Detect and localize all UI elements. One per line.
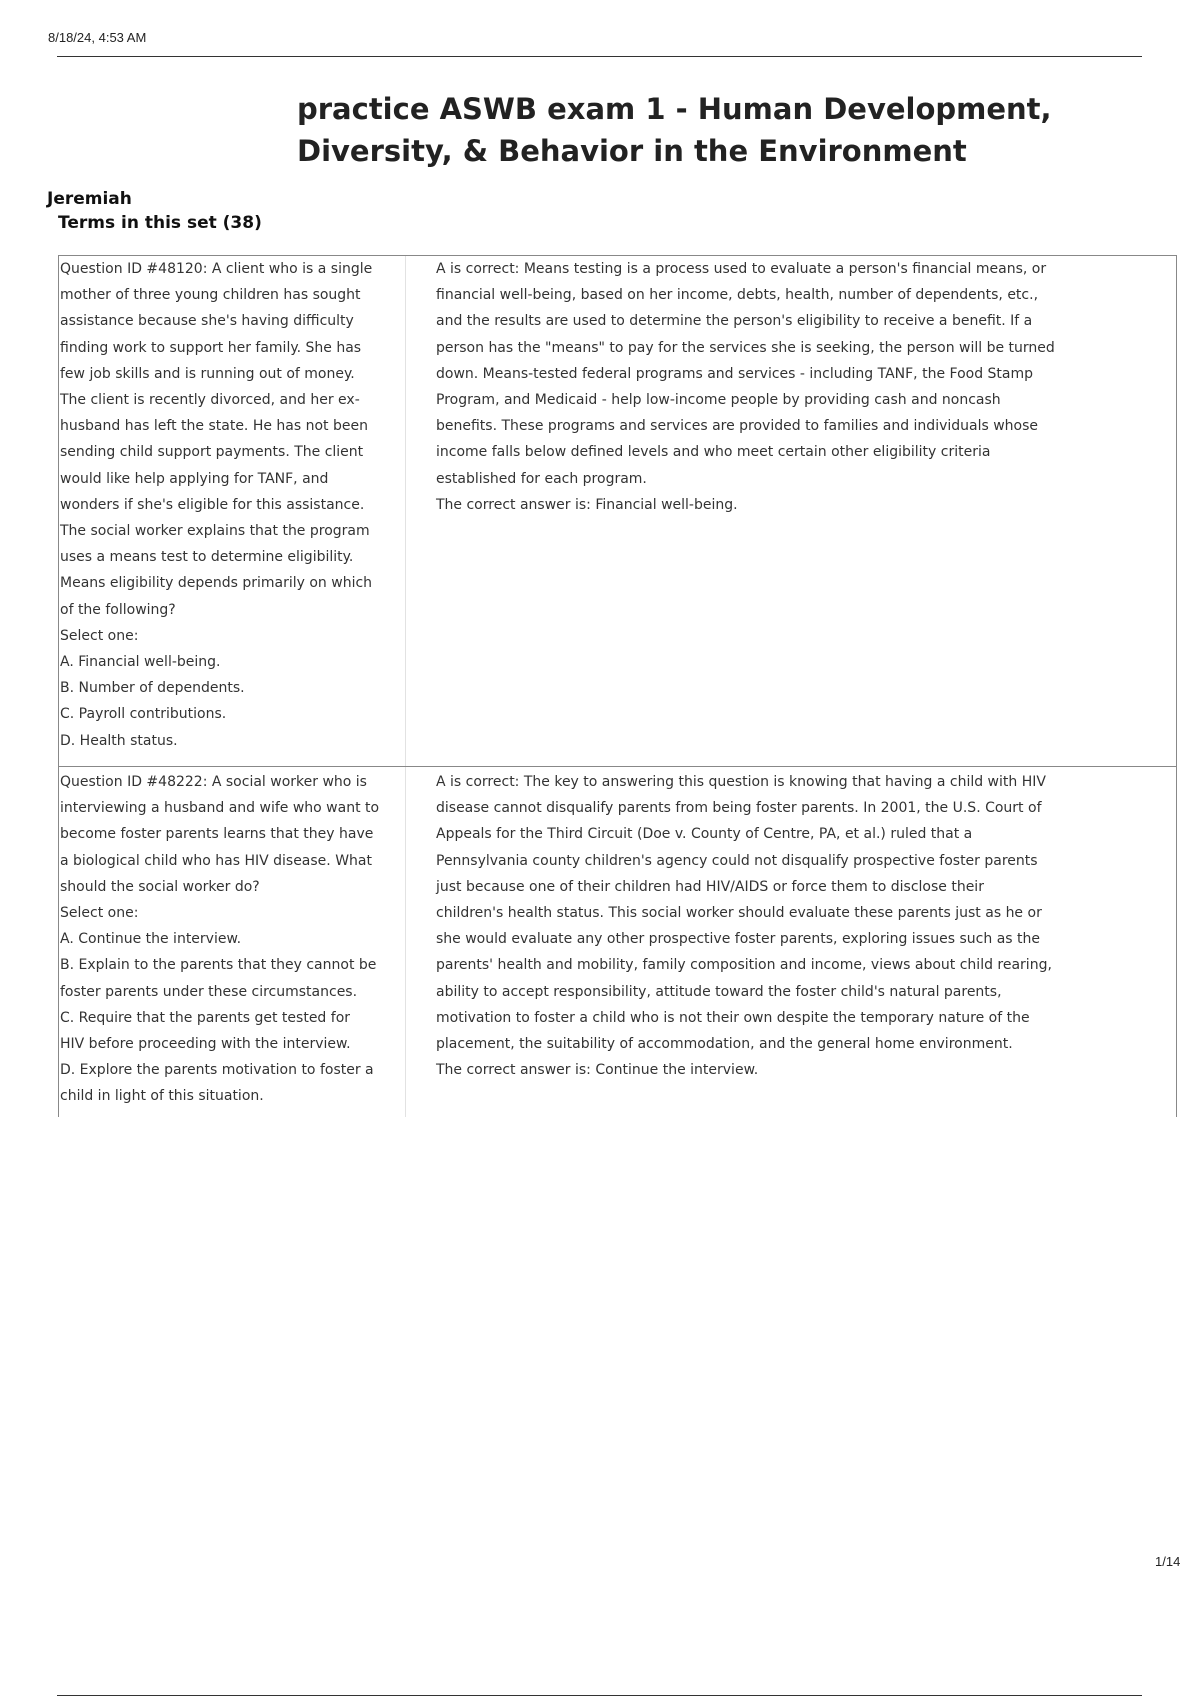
answer-line: Appeals for the Third Circuit (Doe v. County of Centre, PA, et al.) ruled that a: [436, 826, 973, 843]
answer-line: she would evaluate any other prospective foster parents, exploring issues such as the: [436, 931, 1040, 948]
question-line: C. Require that the parents get tested for: [60, 1009, 351, 1026]
answer-line: financial well-being, based on her income, debts, health, number of dependents, etc.,: [436, 287, 1039, 304]
term-row: [59, 767, 1176, 1117]
term-question: [59, 256, 406, 766]
question-line: The client is recently divorced, and her ex-: [60, 392, 360, 409]
answer-line: parents' health and mobility, family composition and income, views about child rearing,: [436, 957, 1052, 974]
print-timestamp: 8/18/24, 4:53 AM: [48, 30, 147, 45]
question-line: a biological child who has HIV disease. What: [60, 852, 372, 869]
question-line: Select one:: [60, 905, 139, 922]
question-line: B. Number of dependents.: [60, 680, 245, 697]
question-line: child in light of this situation.: [60, 1088, 264, 1105]
answer-line: motivation to foster a child who is not their own despite the temporary nature of the: [436, 1009, 1030, 1026]
answer-line: Program, and Medicaid - help low-income people by providing cash and noncash: [436, 392, 1001, 409]
question-line: Means eligibility depends primarily on which: [60, 575, 373, 592]
term-question: [59, 767, 406, 1117]
footer-divider: [57, 1695, 1142, 1696]
question-line: D. Explore the parents motivation to foster a: [60, 1062, 374, 1079]
answer-line: income falls below defined levels and who meet certain other eligibility criteria: [436, 444, 991, 461]
question-line: finding work to support her family. She has: [60, 339, 362, 356]
answer-line: and the results are used to determine the person's eligibility to receive a benefit. If a: [436, 313, 1033, 330]
question-line: Select one:: [60, 627, 139, 644]
question-line: wonders if she's eligible for this assistance.: [60, 496, 365, 513]
question-line: of the following?: [60, 601, 176, 618]
term-row: [59, 256, 1176, 767]
terms-count-heading: Terms in this set (38): [58, 213, 262, 233]
term-answer: [406, 256, 1176, 766]
answer-line: The correct answer is: Continue the interview.: [436, 1062, 759, 1079]
question-line: A. Financial well-being.: [60, 654, 221, 671]
question-line: B. Explain to the parents that they cannot be: [60, 957, 377, 974]
answer-line: person has the "means" to pay for the services she is seeking, the person will be turned: [436, 339, 1055, 356]
question-line: assistance because she's having difficulty: [60, 313, 354, 330]
question-line: A. Continue the interview.: [60, 931, 242, 948]
answer-line: benefits. These programs and services are provided to families and individuals whose: [436, 418, 1039, 435]
answer-line: ability to accept responsibility, attitude toward the foster child's natural parents,: [436, 983, 1002, 1000]
answer-line: children's health status. This social worker should evaluate these parents just as he or: [436, 905, 1042, 922]
terms-table: [58, 255, 1177, 1117]
question-line: sending child support payments. The client: [60, 444, 364, 461]
page-title: practice ASWB exam 1 - Human Development, Diversity, & Behavior in the Environment: [297, 92, 1052, 168]
question-line: HIV before proceeding with the interview.: [60, 1036, 351, 1053]
answer-line: A is correct: Means testing is a process used to evaluate a person's financial means, or: [436, 261, 1047, 277]
question-line: C. Payroll contributions.: [60, 706, 227, 723]
question-line: Question ID #48222: A social worker who is: [60, 774, 367, 790]
question-line: Question ID #48120: A client who is a single: [60, 261, 373, 277]
question-line: would like help applying for TANF, and: [60, 470, 329, 487]
question-line: husband has left the state. He has not been: [60, 418, 368, 435]
answer-line: disease cannot disqualify parents from being foster parents. In 2001, the U.S. Court of: [436, 800, 1042, 817]
question-line: uses a means test to determine eligibility.: [60, 549, 354, 566]
question-line: mother of three young children has sought: [60, 287, 361, 304]
answer-line: just because one of their children had HIV/AIDS or force them to disclose their: [436, 878, 984, 895]
question-line: should the social worker do?: [60, 878, 260, 895]
question-line: D. Health status.: [60, 732, 178, 749]
page-number: 1/14: [1155, 1554, 1181, 1569]
question-line: become foster parents learns that they have: [60, 826, 374, 843]
question-line: The social worker explains that the program: [60, 523, 370, 540]
question-line: interviewing a husband and wife who want to: [60, 800, 380, 817]
answer-line: down. Means-tested federal programs and services - including TANF, the Food Stamp: [436, 365, 1034, 382]
answer-line: placement, the suitability of accommodation, and the general home environment.: [436, 1036, 1013, 1053]
answer-line: A is correct: The key to answering this question is knowing that having a child with HIV: [436, 774, 1046, 790]
answer-line: The correct answer is: Financial well-being.: [436, 496, 738, 513]
author-name: Jeremiah: [47, 189, 132, 209]
question-line: foster parents under these circumstances.: [60, 983, 358, 1000]
question-line: few job skills and is running out of money.: [60, 365, 355, 382]
answer-line: established for each program.: [436, 470, 647, 487]
term-answer: [406, 767, 1176, 1117]
answer-line: Pennsylvania county children's agency could not disqualify prospective foster parents: [436, 852, 1038, 869]
header-divider: [57, 56, 1142, 57]
